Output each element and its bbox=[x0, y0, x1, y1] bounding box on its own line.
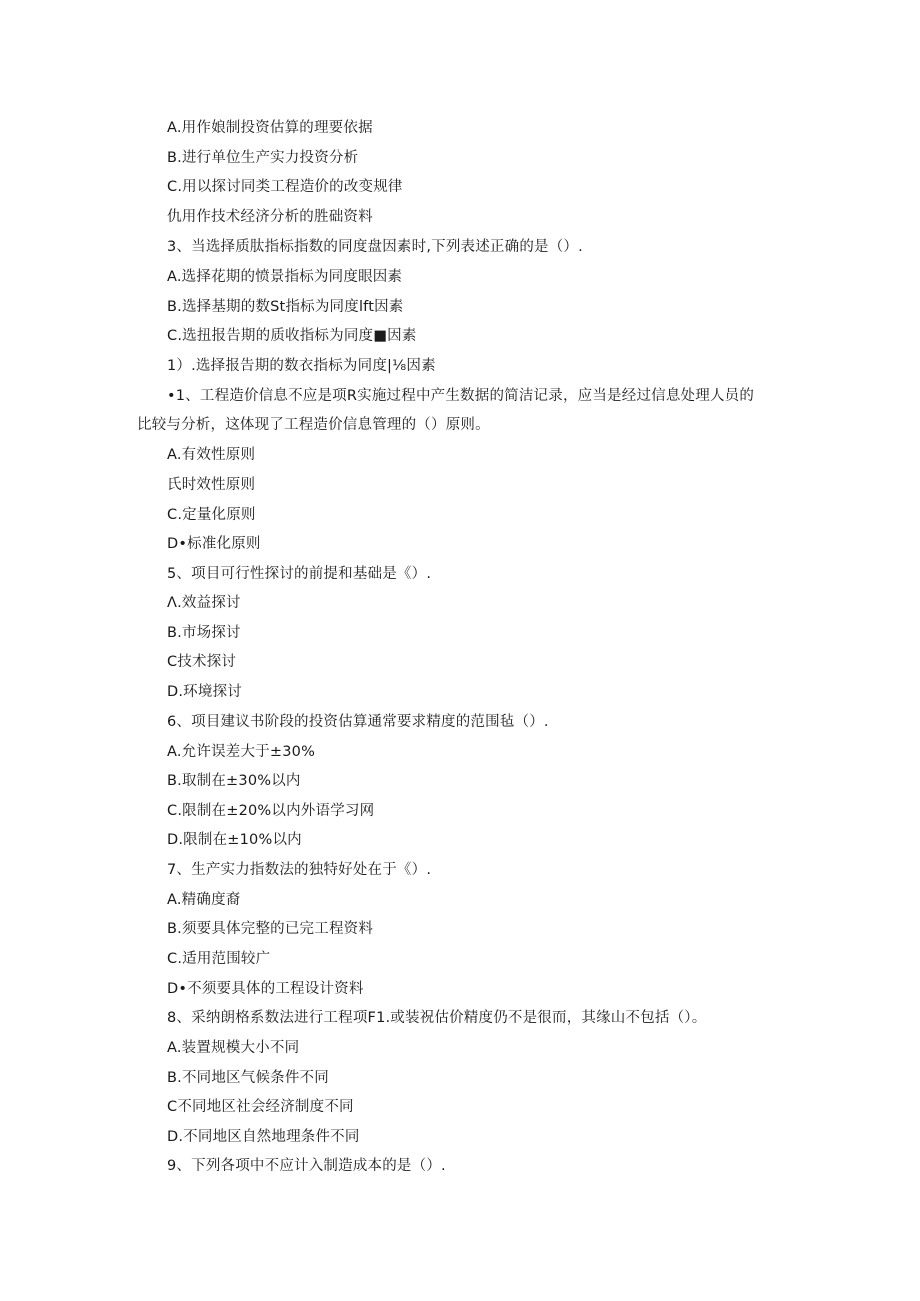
option-d: D.不同地区自然地理条件不同 bbox=[167, 1129, 360, 1145]
option-b: B.取制在±30%以内 bbox=[167, 773, 301, 789]
question-8: 8、采纳朗格系数法进行工程项F1.或装祝估价精度仍不是很而，其缘山不包括（）。 bbox=[167, 1010, 707, 1026]
option-c: C.适用范围较广 bbox=[167, 951, 271, 967]
option-b: B.市场探讨 bbox=[167, 625, 241, 641]
option-d: 仇用作技术经济分析的胜础资料 bbox=[167, 209, 373, 225]
option-a: A.精确度裔 bbox=[167, 892, 241, 908]
question-9: 9、下列各项中不应计入制造成本的是（）. bbox=[167, 1158, 446, 1174]
question-4-continued: 比较与分析，这体现了工程造价信息管理的（）原则。 bbox=[137, 417, 490, 433]
option-d: D.环境探讨 bbox=[167, 684, 242, 700]
option-c: C.限制在±20%以内外语学习网 bbox=[167, 803, 375, 819]
option-c: C.用以探讨同类工程造价的改变规律 bbox=[167, 179, 403, 195]
question-3: 3、当选择质肽指标指数的同度盘因素时,下列表述正确的是（）. bbox=[167, 239, 583, 255]
option-d: D.限制在±10%以内 bbox=[167, 832, 302, 848]
option-b: B.选择基期的数St指标为同度lft因素 bbox=[167, 299, 404, 315]
question-7: 7、生产实力指数法的独特好处在于《）. bbox=[167, 862, 432, 878]
question-6: 6、项目建议书阶段的投资估算通常要求精度的范围毡（）. bbox=[167, 714, 549, 730]
option-a: A.装置规模大小不同 bbox=[167, 1040, 300, 1056]
option-a: A.选择花期的愤景指标为同度眼因素 bbox=[167, 269, 403, 285]
option-d: 1）.选择报告期的数衣指标为同度|⅛因素 bbox=[167, 358, 436, 374]
option-a: A.有效性原则 bbox=[167, 447, 256, 463]
option-b: B.不同地区气候条件不同 bbox=[167, 1070, 329, 1086]
option-c: C不同地区社会经济制度不同 bbox=[167, 1099, 354, 1115]
option-b: 氏时效性原则 bbox=[167, 477, 256, 493]
option-d: D•标准化原则 bbox=[167, 536, 261, 552]
option-c: C.选扭报告期的质收指标为同度■因素 bbox=[167, 328, 417, 344]
option-c: C.定量化原则 bbox=[167, 507, 256, 523]
option-d: D•不须要具体的工程设计资料 bbox=[167, 981, 364, 997]
option-a: A.允许误差大于±30% bbox=[167, 744, 316, 760]
option-c: C技术探讨 bbox=[167, 654, 237, 670]
option-b: B.须要具体完整的已完工程资料 bbox=[167, 921, 374, 937]
option-a: Λ.效益探讨 bbox=[167, 595, 241, 611]
question-4: •1、工程造价信息不应是项R实施过程中产生数据的简洁记录，应当是经过信息处理人员的 bbox=[167, 388, 755, 404]
option-b: B.进行单位生产实力投资分析 bbox=[167, 150, 359, 166]
option-a: A.用作娘制投资估算的理要依据 bbox=[167, 120, 373, 136]
question-5: 5、项目可行性探讨的前提和基础是《）. bbox=[167, 566, 432, 582]
